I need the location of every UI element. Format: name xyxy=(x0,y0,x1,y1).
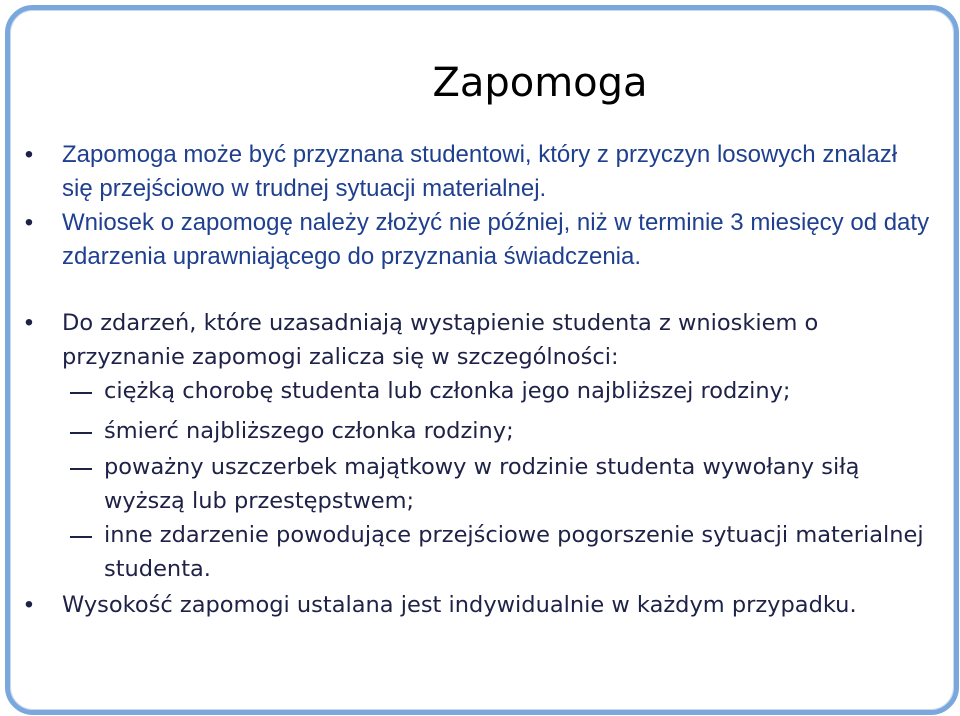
dash-icon xyxy=(70,468,92,470)
dash-icon xyxy=(70,536,92,538)
bullet-text-4: Wysokość zapomogi ustalana jest indywidualnie w każdym przypadku. xyxy=(62,592,857,618)
dash-icon xyxy=(70,432,92,434)
bullet-icon: • xyxy=(24,209,34,236)
bullet-icon: • xyxy=(24,309,34,336)
sub-item-4: inne zdarzenie powodujące przejściowe pogorszenie sytuacji materialnej studenta. xyxy=(104,522,924,582)
slide-title: Zapomoga xyxy=(432,60,648,106)
sub-item-1: ciężką chorobę studenta lub członka jego najbliższej rodziny; xyxy=(104,378,791,404)
bullet-icon: • xyxy=(24,141,34,168)
bullet-text-3: Do zdarzeń, które uzasadniają wystąpienie studenta z wnioskiem o przyznanie zapomogi zalicza się w szczególności: xyxy=(62,310,819,370)
bullet-text-2: Wniosek o zapomogę należy złożyć nie później, niż w terminie 3 miesięcy od daty zdarzenia uprawniającego do przyznania świadczenia. xyxy=(62,209,930,270)
bullet-icon: • xyxy=(24,591,34,618)
bullet-text-1: Zapomoga może być przyznana studentowi, który z przyczyn losowych znalazł się przejściowo w trudnej sytuacji materialnej. xyxy=(62,141,898,202)
sub-item-2: śmierć najbliższego członka rodziny; xyxy=(104,418,514,444)
sub-item-3: poważny uszczerbek majątkowy w rodzinie studenta wywołany siłą wyższą lub przestępstwem; xyxy=(104,454,860,514)
dash-icon xyxy=(70,392,92,394)
